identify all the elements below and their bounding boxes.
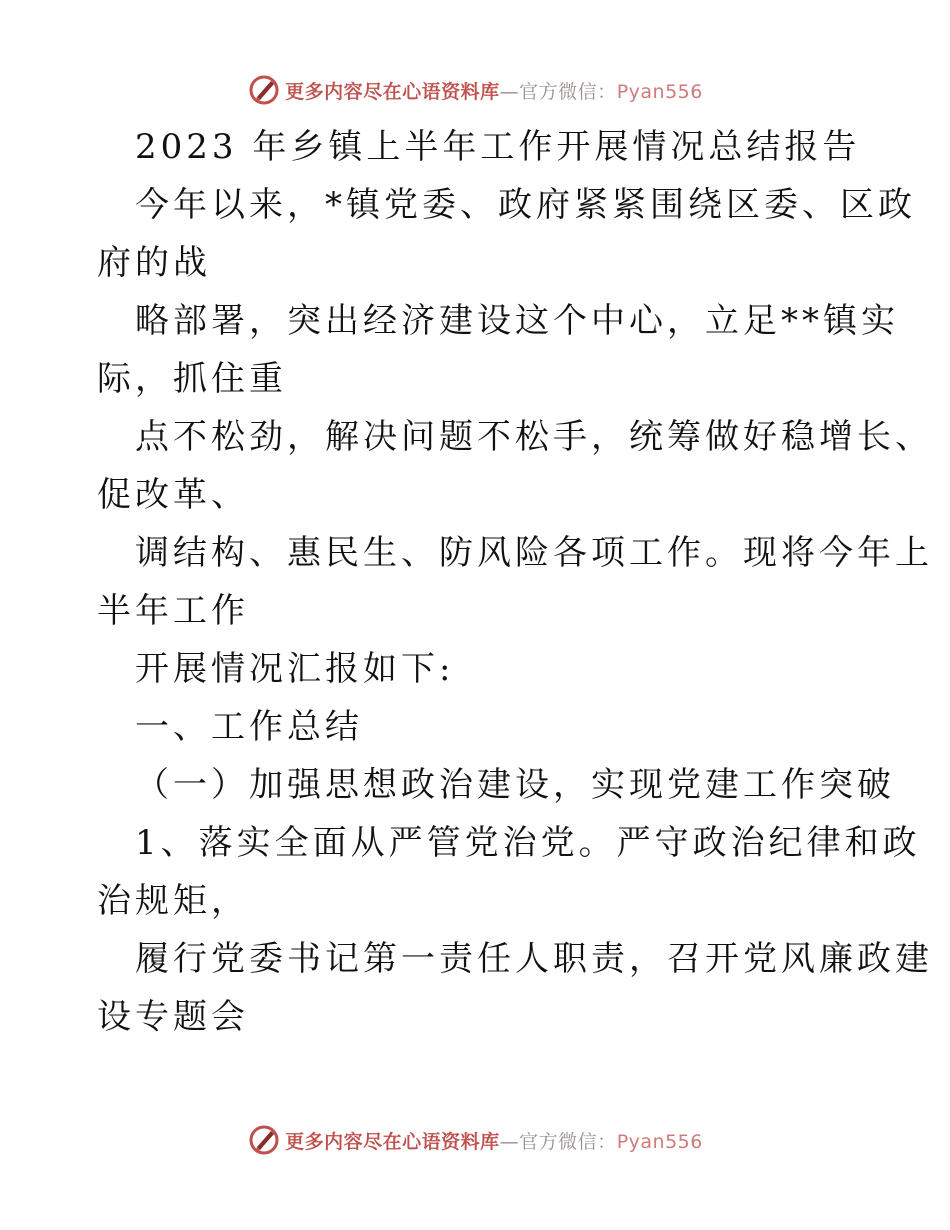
watermark-title: 更多内容尽在心语资料库 bbox=[285, 1130, 500, 1153]
watermark-title: 更多内容尽在心语资料库 bbox=[285, 80, 500, 103]
paragraph-line: 府的战 bbox=[97, 243, 211, 283]
paragraph-line: 治规矩， bbox=[97, 881, 249, 921]
paragraph-line: 调结构、惠民生、防风险各项工作。现将今年上 bbox=[135, 533, 933, 573]
paragraph-line: 1、落实全面从严管党治党。严守政治纪律和政 bbox=[135, 823, 921, 863]
watermark-header bbox=[0, 70, 950, 110]
watermark-wechat-id: Pyan556 bbox=[616, 1130, 703, 1153]
document-title: 2023 年乡镇上半年工作开展情况总结报告 bbox=[135, 127, 861, 167]
watermark-wechat-id: Pyan556 bbox=[616, 80, 703, 103]
paragraph-line: 促改革、 bbox=[97, 475, 249, 515]
pen-logo-icon bbox=[247, 1123, 281, 1157]
watermark-wechat-label: —官方微信： bbox=[499, 1130, 617, 1153]
subsection-heading: （一）加强思想政治建设，实现党建工作突破 bbox=[135, 765, 895, 805]
paragraph-line: 开展情况汇报如下: bbox=[135, 649, 455, 689]
document-body bbox=[97, 118, 933, 1046]
paragraph-line: 际，抓住重 bbox=[97, 359, 287, 399]
section-heading: 一、工作总结 bbox=[135, 707, 363, 747]
paragraph-line: 半年工作 bbox=[97, 591, 249, 631]
paragraph-line: 履行党委书记第一责任人职责，召开党风廉政建 bbox=[135, 939, 933, 979]
watermark-wechat-label: —官方微信： bbox=[499, 80, 617, 103]
paragraph-line: 设专题会 bbox=[97, 997, 249, 1037]
paragraph-line: 略部署，突出经济建设这个中心，立足**镇实 bbox=[135, 301, 899, 341]
watermark-footer bbox=[0, 1120, 950, 1160]
paragraph-line: 今年以来，*镇党委、政府紧紧围绕区委、区政 bbox=[135, 185, 916, 225]
pen-logo-icon bbox=[247, 73, 281, 107]
paragraph-line: 点不松劲，解决问题不松手，统筹做好稳增长、 bbox=[135, 417, 933, 457]
